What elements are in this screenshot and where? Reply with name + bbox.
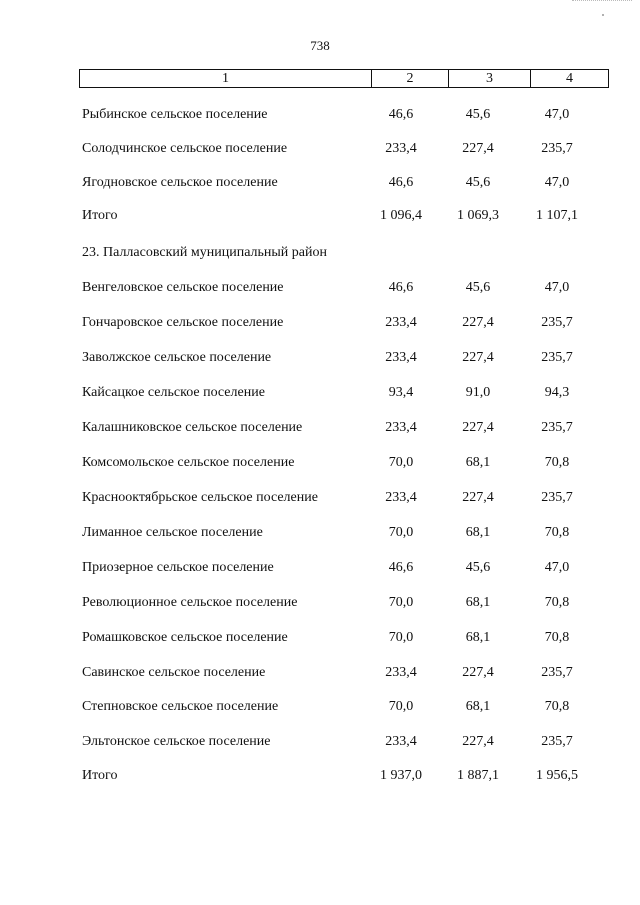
row-value-col-2: 46,6 bbox=[388, 107, 414, 122]
row-name: Эльтонское сельское поселение bbox=[82, 734, 271, 749]
table-row-total bbox=[0, 768, 640, 788]
table-row bbox=[0, 315, 640, 335]
row-value-col-2: 70,0 bbox=[388, 455, 414, 470]
scan-speck bbox=[602, 14, 604, 16]
row-name: Венгеловское сельское поселение bbox=[82, 280, 284, 295]
row-value-col-2: 93,4 bbox=[388, 385, 414, 400]
row-value-col-2: 1 937,0 bbox=[380, 768, 422, 783]
row-name: Савинское сельское поселение bbox=[82, 665, 266, 680]
row-value-col-4: 235,7 bbox=[541, 420, 573, 435]
row-value-col-2: 233,4 bbox=[385, 665, 417, 680]
row-name: Ромашковское сельское поселение bbox=[82, 630, 288, 645]
row-value-col-3: 68,1 bbox=[465, 630, 491, 645]
table-row bbox=[0, 455, 640, 475]
row-value-col-4: 47,0 bbox=[544, 107, 570, 122]
table-row-total bbox=[0, 208, 640, 228]
row-value-col-3: 68,1 bbox=[465, 525, 491, 540]
row-value-col-4: 235,7 bbox=[541, 734, 573, 749]
row-value-col-4: 1 956,5 bbox=[536, 768, 578, 783]
table-row bbox=[0, 560, 640, 580]
table-row bbox=[0, 107, 640, 127]
row-value-col-2: 70,0 bbox=[388, 525, 414, 540]
row-value-col-4: 47,0 bbox=[544, 560, 570, 575]
row-name: Итого bbox=[82, 208, 118, 223]
table-row bbox=[0, 665, 640, 685]
row-name: Степновское сельское поселение bbox=[82, 699, 279, 714]
row-name: Краснооктябрьское сельское поселение bbox=[82, 490, 318, 505]
row-name: Лиманное сельское поселение bbox=[82, 525, 263, 540]
table-row bbox=[0, 350, 640, 370]
row-value-col-3: 45,6 bbox=[465, 280, 491, 295]
table-row bbox=[0, 385, 640, 405]
header-col-1: 1 bbox=[80, 70, 372, 87]
row-value-col-4: 70,8 bbox=[544, 455, 570, 470]
row-value-col-3: 227,4 bbox=[462, 350, 494, 365]
row-value-col-4: 70,8 bbox=[544, 699, 570, 714]
row-value-col-3: 1 069,3 bbox=[457, 208, 499, 223]
row-value-col-2: 70,0 bbox=[388, 595, 414, 610]
row-value-col-4: 70,8 bbox=[544, 525, 570, 540]
row-value-col-2: 233,4 bbox=[385, 315, 417, 330]
row-name: Калашниковское сельское поселение bbox=[82, 420, 303, 435]
row-value-col-4: 235,7 bbox=[541, 141, 573, 156]
row-value-col-3: 227,4 bbox=[462, 420, 494, 435]
section-heading bbox=[0, 245, 640, 265]
row-value-col-3: 227,4 bbox=[462, 665, 494, 680]
row-value-col-2: 70,0 bbox=[388, 630, 414, 645]
row-value-col-4: 70,8 bbox=[544, 630, 570, 645]
row-value-col-4: 235,7 bbox=[541, 665, 573, 680]
table-header bbox=[79, 69, 609, 88]
table-row bbox=[0, 175, 640, 195]
table-row bbox=[0, 595, 640, 615]
row-value-col-3: 68,1 bbox=[465, 595, 491, 610]
row-value-col-2: 70,0 bbox=[388, 699, 414, 714]
table-row bbox=[0, 525, 640, 545]
row-value-col-4: 235,7 bbox=[541, 315, 573, 330]
header-col-2: 2 bbox=[372, 70, 449, 87]
row-value-col-4: 235,7 bbox=[541, 350, 573, 365]
row-name: Итого bbox=[82, 768, 118, 783]
row-name: Приозерное сельское поселение bbox=[82, 560, 274, 575]
table-row bbox=[0, 699, 640, 719]
row-value-col-4: 47,0 bbox=[544, 280, 570, 295]
row-value-col-2: 46,6 bbox=[388, 280, 414, 295]
table-row bbox=[0, 420, 640, 440]
row-value-col-2: 233,4 bbox=[385, 734, 417, 749]
row-value-col-2: 46,6 bbox=[388, 560, 414, 575]
row-value-col-4: 94,3 bbox=[544, 385, 570, 400]
header-col-3: 3 bbox=[449, 70, 531, 87]
scan-edge-mark bbox=[572, 0, 632, 3]
row-value-col-4: 235,7 bbox=[541, 490, 573, 505]
row-name: Революционное сельское поселение bbox=[82, 595, 298, 610]
row-value-col-4: 47,0 bbox=[544, 175, 570, 190]
row-value-col-3: 227,4 bbox=[462, 490, 494, 505]
row-value-col-4: 1 107,1 bbox=[536, 208, 578, 223]
table-row bbox=[0, 490, 640, 510]
table-row bbox=[0, 280, 640, 300]
table-row bbox=[0, 734, 640, 754]
row-value-col-2: 46,6 bbox=[388, 175, 414, 190]
row-value-col-2: 1 096,4 bbox=[380, 208, 422, 223]
row-value-col-3: 227,4 bbox=[462, 315, 494, 330]
row-value-col-2: 233,4 bbox=[385, 141, 417, 156]
row-name: Комсомольское сельское поселение bbox=[82, 455, 295, 470]
row-value-col-3: 1 887,1 bbox=[457, 768, 499, 783]
table-row bbox=[0, 141, 640, 161]
row-name: Кайсацкое сельское поселение bbox=[82, 385, 265, 400]
row-value-col-3: 227,4 bbox=[462, 734, 494, 749]
row-name: Солодчинское сельское поселение bbox=[82, 141, 288, 156]
page-number: 738 bbox=[310, 38, 330, 53]
row-name: Рыбинское сельское поселение bbox=[82, 107, 268, 122]
row-value-col-2: 233,4 bbox=[385, 350, 417, 365]
row-value-col-2: 233,4 bbox=[385, 420, 417, 435]
row-value-col-3: 227,4 bbox=[462, 141, 494, 156]
row-name: Ягодновское сельское поселение bbox=[82, 175, 278, 190]
section-title: 23. Палласовский муниципальный район bbox=[82, 245, 327, 260]
row-value-col-3: 45,6 bbox=[465, 560, 491, 575]
row-name: Заволжское сельское поселение bbox=[82, 350, 272, 365]
row-value-col-2: 233,4 bbox=[385, 490, 417, 505]
row-value-col-3: 68,1 bbox=[465, 455, 491, 470]
row-value-col-3: 68,1 bbox=[465, 699, 491, 714]
row-value-col-3: 45,6 bbox=[465, 107, 491, 122]
row-value-col-3: 45,6 bbox=[465, 175, 491, 190]
row-value-col-4: 70,8 bbox=[544, 595, 570, 610]
row-value-col-3: 91,0 bbox=[465, 385, 491, 400]
table-row bbox=[0, 630, 640, 650]
header-col-4: 4 bbox=[566, 71, 573, 86]
row-name: Гончаровское сельское поселение bbox=[82, 315, 284, 330]
